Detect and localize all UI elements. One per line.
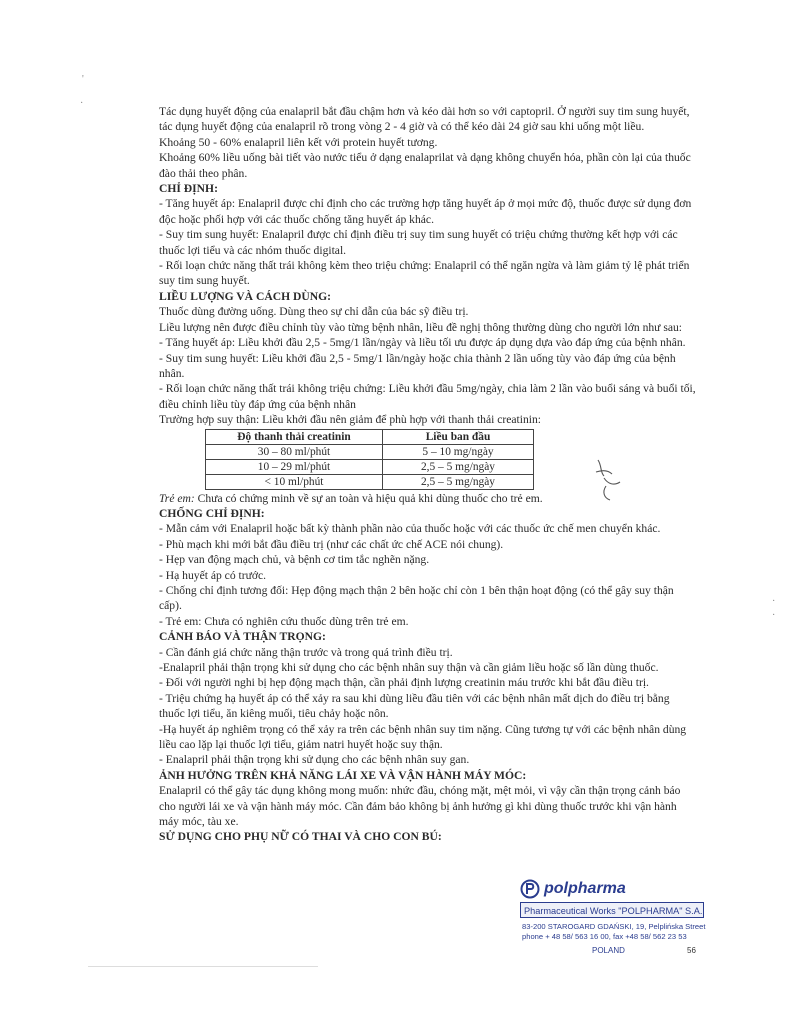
company-name: Pharmaceutical Works "POLPHARMA" S.A.	[520, 902, 704, 918]
table-cell: 5 – 10 mg/ngày	[383, 444, 534, 459]
scan-mark: ·	[80, 98, 84, 109]
list-item: - Rối loạn chức năng thất trái không triệu chứng: Liều khởi đầu 5mg/ngày, chia làm 2 lần vào buổi sáng và buổi tối, điều chỉnh liều tùy đáp ứng của bệnh nhân	[159, 382, 696, 411]
page-number: 56	[687, 946, 696, 955]
list-item: - Triệu chứng hạ huyết áp có thể xảy ra sau khi dùng liều đầu tiên với các bệnh nhân mất dịch do điều trị bằng thuốc lợi tiểu, ăn kiêng muối, tiêu chảy hoặc nôn.	[159, 691, 670, 721]
scan-mark: ·	[772, 596, 776, 607]
children-text: Chưa có chứng minh về sự an toàn và hiệu quả khi dùng thuốc cho trẻ em.	[194, 491, 543, 505]
company-address	[522, 922, 705, 942]
list-item: -Hạ huyết áp nghiêm trọng có thể xảy ra trên các bệnh nhân suy tim nặng. Cũng tương tự với các bệnh nhân dùng liều cao lặp lại thuốc lợi tiểu, giảm natri huyết hoặc suy thận.	[159, 722, 687, 752]
list-item: - Rối loạn chức năng thất trái không kèm theo triệu chứng: Enalapril có thể ngăn ngừa và làm giảm tỷ lệ phát triển suy tim sung huyết.	[159, 259, 690, 288]
divider	[88, 966, 318, 967]
list-item: - Suy tim sung huyết: Liều khởi đầu 2,5 - 5mg/1 lần/ngày hoặc chia thành 2 lần uống tùy vào đáp ứng của bệnh nhân.	[159, 351, 676, 380]
table-header-row	[206, 429, 534, 444]
table-cell: 2,5 – 5 mg/ngày	[383, 474, 534, 489]
table-row	[206, 444, 534, 459]
list-item: - Trẻ em: Chưa có nghiên cứu thuốc dùng trên trẻ em.	[159, 614, 409, 628]
company-stamp	[520, 878, 706, 958]
section-heading-dosage: LIỀU LƯỢNG VÀ CÁCH DÙNG:	[159, 289, 331, 303]
paragraph: Enalapril có thể gây tác dụng không mong muốn: nhức đầu, chóng mặt, mệt mỏi, vì vậy cần thận trọng cảnh báo cho người lái xe và vận hành máy móc. Cần đảm bảo không bị ảnh hưởng gì khi dùng thuốc trước khi vận hành máy móc, tàu xe.	[159, 784, 681, 829]
list-item: - Enalapril phải thận trọng khi sử dụng cho các bệnh nhân suy gan.	[159, 753, 470, 767]
table-cell: < 10 ml/phút	[206, 474, 383, 489]
polpharma-logo-icon	[520, 879, 540, 899]
section-heading-pregnancy: SỬ DỤNG CHO PHỤ NỮ CÓ THAI VÀ CHO CON BÚ:	[159, 830, 442, 844]
renal-dosage-table	[205, 429, 534, 490]
list-item: Thuốc dùng đường uống. Dùng theo sự chỉ dẫn của bác sỹ điều trị.	[159, 305, 469, 319]
list-item: Liều lượng nên được điều chỉnh tùy vào từng bệnh nhân, liều đề nghị thông thường dùng cho người lớn như sau:	[159, 320, 683, 334]
list-item: - Mẫn cảm với Enalapril hoặc bất kỳ thành phần nào của thuốc hoặc với các thuốc ức chế men chuyển khác.	[159, 522, 661, 536]
section-heading-indications: CHỈ ĐỊNH:	[159, 182, 218, 196]
scan-mark: ·	[772, 610, 776, 621]
list-item: - Chống chỉ định tương đối: Hẹp động mạch thận 2 bên hoặc chỉ còn 1 bên thận hoạt động (có thể gây suy thận cấp).	[159, 583, 674, 613]
list-item: - Tăng huyết áp: Enalapril được chỉ định cho các trường hợp tăng huyết áp ở mọi mức độ, thuốc được sử dụng đơn độc hoặc phối hợp với các thuốc chống tăng huyết áp khác.	[159, 197, 692, 226]
brand-name: polpharma	[544, 880, 626, 897]
paragraph: Tác dụng huyết động của enalapril bắt đầu chậm hơn và kéo dài hơn so với captopril. Ở người suy tim sung huyết, tác dụng huyết động của enalapril rõ trong vòng 2 - 4 giờ và có thể kéo dài 24 giờ sau khi uống một liều.	[159, 105, 690, 134]
list-item: -Enalapril phải thận trọng khi sử dụng cho các bệnh nhân suy thận và cần giảm liều hoặc số lần dùng thuốc.	[159, 661, 659, 674]
list-item: - Hạ huyết áp có trước.	[159, 568, 267, 582]
handwritten-signature	[592, 456, 626, 504]
table-cell: 2,5 – 5 mg/ngày	[383, 459, 534, 474]
table-header-cell: Liều ban đầu	[383, 429, 534, 444]
list-item: - Tăng huyết áp: Liều khởi đầu 2,5 - 5mg/1 lần/ngày và liều tối ưu được áp dụng dựa vào đáp ứng của bệnh nhân.	[159, 336, 686, 350]
list-item: - Cần đánh giá chức năng thận trước và trong quá trình điều trị.	[159, 645, 453, 659]
table-header-cell: Độ thanh thải creatinin	[206, 429, 383, 444]
table-cell: 30 – 80 ml/phút	[206, 444, 383, 459]
list-item: - Phù mạch khi mới bắt đầu điều trị (như các chất ức chế ACE nói chung).	[159, 537, 504, 551]
paragraph: Khoảng 60% liều uống bài tiết vào nước tiểu ở dạng enalaprilat và dạng không chuyển hóa, phần còn lại của thuốc đào thải theo phân.	[159, 151, 691, 180]
country: POLAND	[592, 946, 625, 955]
paragraph: Khoảng 50 - 60% enalapril liên kết với protein huyết tương.	[159, 135, 438, 149]
list-item: - Suy tim sung huyết: Enalapril được chỉ định điều trị suy tim sung huyết có triệu chứng thường kết hợp với các thuốc lợi tiểu và các nhóm thuốc digital.	[159, 228, 678, 257]
list-item: - Hẹp van động mạch chủ, và bệnh cơ tim tắc nghẽn nặng.	[159, 553, 430, 567]
section-heading-warnings: CẢNH BÁO VÀ THẬN TRỌNG:	[159, 630, 326, 644]
list-item: Trường hợp suy thận: Liều khởi đầu nên giảm để phù hợp với thanh thải creatinin:	[159, 413, 542, 427]
children-label: Trẻ em:	[159, 491, 195, 505]
section-heading-driving: ẢNH HƯỞNG TRÊN KHẢ NĂNG LÁI XE VÀ VẬN HÀNH MÁY MÓC:	[159, 768, 527, 782]
table-cell: 10 – 29 ml/phút	[206, 459, 383, 474]
phone-line: phone + 48 58/ 563 16 00, fax +48 58/ 562 23 53	[522, 932, 687, 941]
table-row	[206, 474, 534, 489]
scan-mark: '	[82, 74, 84, 85]
section-heading-contraindications: CHỐNG CHỈ ĐỊNH:	[159, 506, 265, 520]
address-line: 83-200 STAROGARD GDAŃSKI, 19, Pelplińska Street	[522, 922, 706, 931]
table-row	[206, 459, 534, 474]
list-item: - Đối với người nghi bị hẹp động mạch thận, cần phải định lượng creatinin máu trước khi bắt đầu điều trị.	[159, 676, 649, 690]
brand-row	[520, 878, 626, 900]
